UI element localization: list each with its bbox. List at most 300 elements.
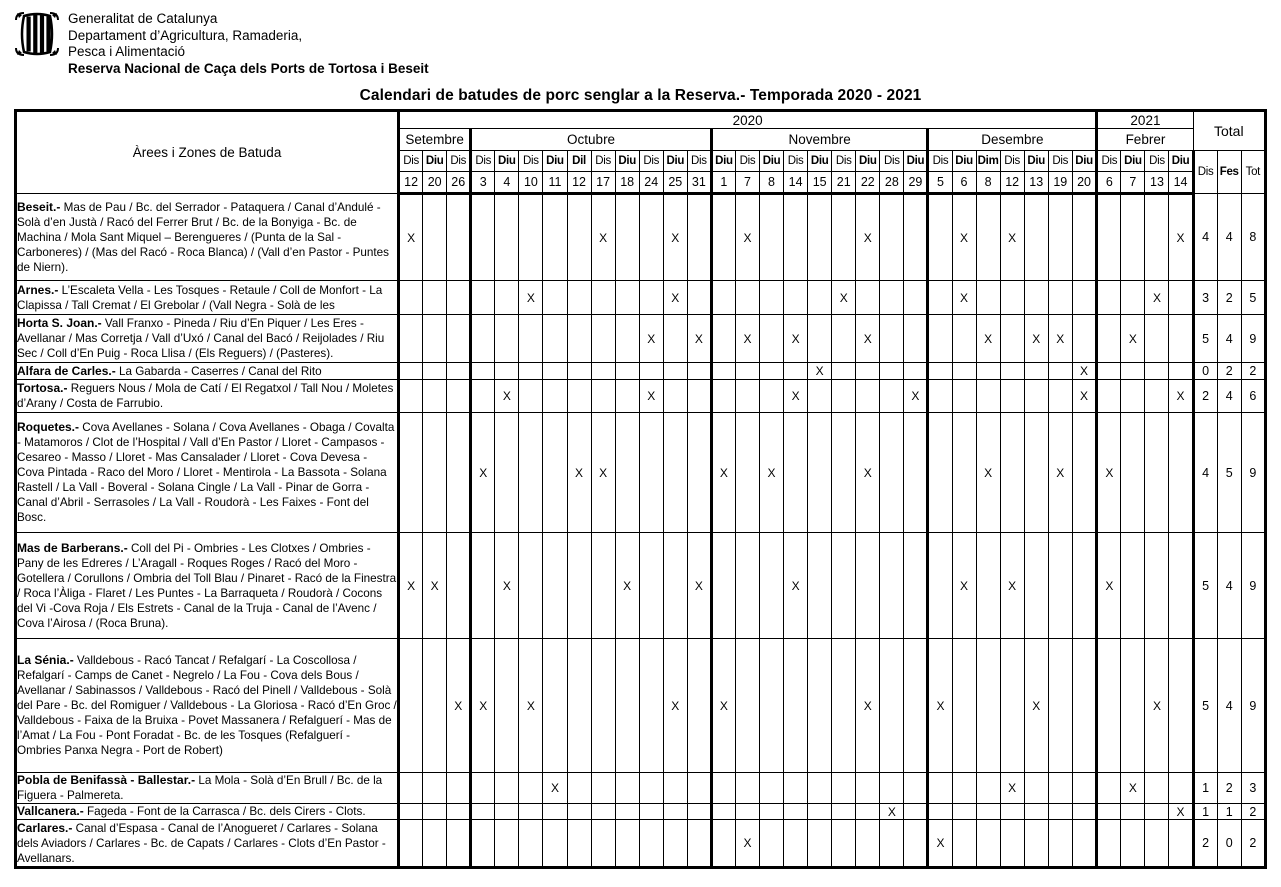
empty-day-cell <box>832 639 856 773</box>
calendar-table-body <box>16 194 1266 868</box>
empty-day-cell <box>1000 281 1024 315</box>
area-row <box>16 639 1266 773</box>
org-line-2: Departament d’Agricultura, Ramaderia, <box>68 27 303 43</box>
empty-day-cell <box>687 804 711 820</box>
empty-day-cell <box>519 315 543 363</box>
empty-day-cell <box>447 194 471 281</box>
empty-day-cell <box>423 380 447 413</box>
batuda-mark-cell: X <box>1169 380 1193 413</box>
empty-day-cell <box>760 773 784 804</box>
weekday-header: Dis <box>639 151 663 172</box>
empty-day-cell <box>423 413 447 533</box>
batuda-mark-cell: X <box>1000 773 1024 804</box>
org-line-reserve: Reserva Nacional de Caça dels Ports de Tortosa i Beseit <box>68 60 429 76</box>
total-value-cell: 4 <box>1217 315 1241 363</box>
empty-day-cell <box>711 380 735 413</box>
total-value-cell: 2 <box>1241 804 1265 820</box>
empty-day-cell <box>615 281 639 315</box>
total-subheader-tot: Tot <box>1241 151 1265 194</box>
empty-day-cell <box>1145 194 1169 281</box>
area-row <box>16 363 1266 380</box>
area-zones-cell: Arnes.- L’Escaleta Vella - Les Tosques - Retaule / Coll de Monfort - La Clapissa / Tall Cremat / El Grebolar / (Vall Negra - Solà de les <box>16 281 399 315</box>
batuda-mark-cell: X <box>567 413 591 533</box>
empty-day-cell <box>808 281 832 315</box>
batuda-mark-cell: X <box>1048 413 1072 533</box>
empty-day-cell <box>399 363 423 380</box>
batuda-mark-cell: X <box>519 639 543 773</box>
empty-day-cell <box>519 804 543 820</box>
org-line-3: Pesca i Alimentació <box>68 44 186 59</box>
empty-day-cell <box>423 804 447 820</box>
empty-day-cell <box>1048 363 1072 380</box>
empty-day-cell <box>1097 820 1121 868</box>
calendar-table <box>14 109 1267 869</box>
empty-day-cell <box>615 639 639 773</box>
empty-day-cell <box>711 315 735 363</box>
batuda-mark-cell: X <box>1097 413 1121 533</box>
empty-day-cell <box>1169 281 1193 315</box>
weekday-header: Dil <box>567 151 591 172</box>
batuda-mark-cell: X <box>976 315 1000 363</box>
date-header: 18 <box>615 172 639 194</box>
batuda-mark-cell: X <box>711 639 735 773</box>
total-value-cell: 3 <box>1241 773 1265 804</box>
total-value-cell: 2 <box>1241 820 1265 868</box>
date-header: 10 <box>519 172 543 194</box>
batuda-mark-cell: X <box>735 820 759 868</box>
date-header: 8 <box>760 172 784 194</box>
empty-day-cell <box>735 380 759 413</box>
empty-day-cell <box>519 533 543 639</box>
empty-day-cell <box>1072 639 1096 773</box>
empty-day-cell <box>760 194 784 281</box>
area-zones-cell: Roquetes.- Cova Avellanes - Solana / Cova Avellanes - Obaga / Covalta - Matamoros / Clot de l’Hospital / Vall d’En Pastor / Lloret - Campasos - Cesareo - Masso / Lloret - Mas Cansalader / Lloret - Cova Devesa - Cova Pintada - Raco del Moro / Lloret - Mentirola - La Bassota - Solana Rastell / La Vall - Boveral - Solana Cingle / La Vall - Pinar de Gorra - Canal d’Abril - Serrasoles / La Vall - Roudorà - Les Faixes - Font del Bosc. <box>16 413 399 533</box>
area-row <box>16 820 1266 868</box>
area-zones-cell: Pobla de Benifassà - Ballestar.- La Mola - Solà d’En Brull / Bc. de la Figuera - Palmereta. <box>16 773 399 804</box>
empty-day-cell <box>1121 639 1145 773</box>
total-value-cell: 5 <box>1193 315 1217 363</box>
weekday-header: Dis <box>1000 151 1024 172</box>
empty-day-cell <box>1072 533 1096 639</box>
empty-day-cell <box>447 804 471 820</box>
empty-day-cell <box>856 281 880 315</box>
empty-day-cell <box>880 413 904 533</box>
batuda-mark-cell: X <box>663 194 687 281</box>
empty-day-cell <box>1169 533 1193 639</box>
empty-day-cell <box>687 639 711 773</box>
empty-day-cell <box>976 639 1000 773</box>
date-header: 17 <box>591 172 615 194</box>
empty-day-cell <box>711 773 735 804</box>
area-row <box>16 533 1266 639</box>
empty-day-cell <box>808 639 832 773</box>
batuda-mark-cell: X <box>1072 363 1096 380</box>
empty-day-cell <box>784 413 808 533</box>
batuda-mark-cell: X <box>591 413 615 533</box>
empty-day-cell <box>471 804 495 820</box>
empty-day-cell <box>567 804 591 820</box>
empty-day-cell <box>976 194 1000 281</box>
empty-day-cell <box>976 281 1000 315</box>
empty-day-cell <box>1169 315 1193 363</box>
batuda-mark-cell: X <box>856 315 880 363</box>
batuda-mark-cell: X <box>735 194 759 281</box>
empty-day-cell <box>1048 194 1072 281</box>
empty-day-cell <box>591 363 615 380</box>
empty-day-cell <box>663 820 687 868</box>
empty-day-cell <box>784 639 808 773</box>
empty-day-cell <box>1048 773 1072 804</box>
empty-day-cell <box>495 773 519 804</box>
empty-day-cell <box>1000 363 1024 380</box>
empty-day-cell <box>447 281 471 315</box>
weekday-header: Dis <box>1097 151 1121 172</box>
weekday-header: Dis <box>735 151 759 172</box>
empty-day-cell <box>832 533 856 639</box>
empty-day-cell <box>687 773 711 804</box>
empty-day-cell <box>543 804 567 820</box>
batuda-mark-cell: X <box>1000 533 1024 639</box>
empty-day-cell <box>976 820 1000 868</box>
empty-day-cell <box>615 773 639 804</box>
empty-day-cell <box>471 380 495 413</box>
weekday-header: Diu <box>952 151 976 172</box>
empty-day-cell <box>711 820 735 868</box>
empty-day-cell <box>1145 533 1169 639</box>
empty-day-cell <box>856 820 880 868</box>
empty-day-cell <box>639 363 663 380</box>
empty-day-cell <box>1145 804 1169 820</box>
empty-day-cell <box>519 194 543 281</box>
empty-day-cell <box>447 773 471 804</box>
empty-day-cell <box>543 820 567 868</box>
empty-day-cell <box>976 533 1000 639</box>
empty-day-cell <box>1145 413 1169 533</box>
empty-day-cell <box>1121 281 1145 315</box>
area-zones-cell: Vallcanera.- Fageda - Font de la Carrasca / Bc. dels Cirers - Clots. <box>16 804 399 820</box>
empty-day-cell <box>880 380 904 413</box>
empty-day-cell <box>519 773 543 804</box>
weekday-header: Diu <box>808 151 832 172</box>
date-header: 1 <box>711 172 735 194</box>
empty-day-cell <box>495 363 519 380</box>
empty-day-cell <box>495 315 519 363</box>
empty-day-cell <box>519 363 543 380</box>
batuda-mark-cell: X <box>639 315 663 363</box>
empty-day-cell <box>1169 363 1193 380</box>
total-value-cell: 2 <box>1217 363 1241 380</box>
empty-day-cell <box>808 315 832 363</box>
batuda-mark-cell: X <box>952 281 976 315</box>
empty-day-cell <box>639 413 663 533</box>
weekday-header: Diu <box>711 151 735 172</box>
batuda-mark-cell: X <box>1097 533 1121 639</box>
batuda-mark-cell: X <box>1024 639 1048 773</box>
empty-day-cell <box>399 804 423 820</box>
total-value-cell: 4 <box>1217 639 1241 773</box>
year-label-2020: 2020 <box>399 111 1097 129</box>
empty-day-cell <box>1097 804 1121 820</box>
empty-day-cell <box>447 380 471 413</box>
empty-day-cell <box>567 315 591 363</box>
batuda-mark-cell: X <box>1145 281 1169 315</box>
empty-day-cell <box>880 533 904 639</box>
empty-day-cell <box>1097 315 1121 363</box>
empty-day-cell <box>808 194 832 281</box>
batuda-mark-cell: X <box>952 533 976 639</box>
empty-day-cell <box>1048 820 1072 868</box>
empty-day-cell <box>952 804 976 820</box>
empty-day-cell <box>904 804 928 820</box>
empty-day-cell <box>1048 533 1072 639</box>
empty-day-cell <box>1097 363 1121 380</box>
empty-day-cell <box>591 533 615 639</box>
date-header: 31 <box>687 172 711 194</box>
empty-day-cell <box>832 820 856 868</box>
empty-day-cell <box>615 315 639 363</box>
area-row <box>16 413 1266 533</box>
batuda-mark-cell: X <box>447 639 471 773</box>
month-label: Febrer <box>1097 129 1193 151</box>
date-header: 6 <box>1097 172 1121 194</box>
empty-day-cell <box>663 413 687 533</box>
weekday-header: Dis <box>399 151 423 172</box>
empty-day-cell <box>471 281 495 315</box>
date-header: 26 <box>447 172 471 194</box>
empty-day-cell <box>880 773 904 804</box>
area-zones-cell: Alfara de Carles.- La Gabarda - Caserres / Canal del Rito <box>16 363 399 380</box>
empty-day-cell <box>495 413 519 533</box>
empty-day-cell <box>519 413 543 533</box>
empty-day-cell <box>543 281 567 315</box>
area-row <box>16 804 1266 820</box>
empty-day-cell <box>904 773 928 804</box>
empty-day-cell <box>1000 820 1024 868</box>
empty-day-cell <box>591 315 615 363</box>
empty-day-cell <box>687 363 711 380</box>
total-value-cell: 9 <box>1241 413 1265 533</box>
empty-day-cell <box>976 380 1000 413</box>
total-value-cell: 2 <box>1193 820 1217 868</box>
empty-day-cell <box>1121 380 1145 413</box>
empty-day-cell <box>1024 820 1048 868</box>
empty-day-cell <box>1072 315 1096 363</box>
batuda-mark-cell: X <box>495 533 519 639</box>
date-header: 3 <box>471 172 495 194</box>
weekday-header: Dis <box>591 151 615 172</box>
empty-day-cell <box>639 773 663 804</box>
empty-day-cell <box>615 194 639 281</box>
batuda-mark-cell: X <box>471 639 495 773</box>
empty-day-cell <box>495 281 519 315</box>
area-zones-cell: Carlares.- Canal d’Espasa - Canal de l’Anogueret / Carlares - Solana dels Aviadors / Carlares - Bc. de Capats / Carlares - Clots d’En Pastor - Avellanars. <box>16 820 399 868</box>
empty-day-cell <box>543 413 567 533</box>
area-row <box>16 281 1266 315</box>
empty-day-cell <box>711 533 735 639</box>
empty-day-cell <box>1024 380 1048 413</box>
empty-day-cell <box>447 820 471 868</box>
batuda-mark-cell: X <box>399 533 423 639</box>
empty-day-cell <box>1097 380 1121 413</box>
area-zones-cell: Mas de Barberans.- Coll del Pi - Ombries - Les Clotxes / Ombries - Pany de les Edreres / L’Aragall - Roques Roges / Racó del Moro - Gotellera / Corullons / Ombria del Toll Blau / Pinaret - Racó de la Finestra / Roca l’Àliga - Flaret / Les Puntes - La Barraqueta / Roudorà / Cocons del Vi -Cova Roja / Els Estrets - Canal de la Truja - Canal de l’Avenc / Cova l’Airosa / (Roca Bruna). <box>16 533 399 639</box>
weekday-header: Diu <box>615 151 639 172</box>
batuda-mark-cell: X <box>1048 315 1072 363</box>
empty-day-cell <box>1048 380 1072 413</box>
empty-day-cell <box>904 363 928 380</box>
empty-day-cell <box>615 363 639 380</box>
empty-day-cell <box>832 804 856 820</box>
date-header: 21 <box>832 172 856 194</box>
empty-day-cell <box>784 194 808 281</box>
weekday-header: Diu <box>423 151 447 172</box>
empty-day-cell <box>591 804 615 820</box>
empty-day-cell <box>952 315 976 363</box>
batuda-mark-cell: X <box>1000 194 1024 281</box>
empty-day-cell <box>784 363 808 380</box>
batuda-mark-cell: X <box>808 363 832 380</box>
empty-day-cell <box>1121 194 1145 281</box>
empty-day-cell <box>904 315 928 363</box>
month-label: Setembre <box>399 129 471 151</box>
empty-day-cell <box>1024 363 1048 380</box>
empty-day-cell <box>567 363 591 380</box>
empty-day-cell <box>735 533 759 639</box>
empty-day-cell <box>1024 773 1048 804</box>
batuda-mark-cell: X <box>711 413 735 533</box>
batuda-mark-cell: X <box>904 380 928 413</box>
empty-day-cell <box>663 380 687 413</box>
empty-day-cell <box>639 281 663 315</box>
weekday-header: Dis <box>687 151 711 172</box>
empty-day-cell <box>928 533 952 639</box>
empty-day-cell <box>760 533 784 639</box>
empty-day-cell <box>856 533 880 639</box>
empty-day-cell <box>639 533 663 639</box>
year-label-2021: 2021 <box>1097 111 1193 129</box>
empty-day-cell <box>1097 194 1121 281</box>
empty-day-cell <box>976 363 1000 380</box>
weekday-header: Dis <box>928 151 952 172</box>
weekday-header: Diu <box>1121 151 1145 172</box>
empty-day-cell <box>735 281 759 315</box>
empty-day-cell <box>399 413 423 533</box>
batuda-mark-cell: X <box>687 315 711 363</box>
empty-day-cell <box>832 315 856 363</box>
empty-day-cell <box>928 281 952 315</box>
total-value-cell: 6 <box>1241 380 1265 413</box>
batuda-mark-cell: X <box>856 194 880 281</box>
empty-day-cell <box>832 363 856 380</box>
empty-day-cell <box>1024 194 1048 281</box>
empty-day-cell <box>1072 820 1096 868</box>
date-header: 29 <box>904 172 928 194</box>
empty-day-cell <box>832 413 856 533</box>
empty-day-cell <box>591 281 615 315</box>
empty-day-cell <box>543 380 567 413</box>
empty-day-cell <box>735 804 759 820</box>
batuda-mark-cell: X <box>687 533 711 639</box>
weekday-header: Dis <box>784 151 808 172</box>
empty-day-cell <box>760 363 784 380</box>
area-row <box>16 773 1266 804</box>
month-label: Octubre <box>471 129 712 151</box>
date-header: 13 <box>1024 172 1048 194</box>
date-header: 12 <box>567 172 591 194</box>
empty-day-cell <box>567 639 591 773</box>
empty-day-cell <box>904 413 928 533</box>
empty-day-cell <box>928 773 952 804</box>
empty-day-cell <box>639 194 663 281</box>
date-header: 12 <box>399 172 423 194</box>
empty-day-cell <box>519 380 543 413</box>
empty-day-cell <box>1097 639 1121 773</box>
empty-day-cell <box>1072 413 1096 533</box>
weekday-header: Dis <box>519 151 543 172</box>
date-header: 7 <box>735 172 759 194</box>
date-header: 6 <box>952 172 976 194</box>
empty-day-cell <box>952 820 976 868</box>
empty-day-cell <box>567 820 591 868</box>
empty-day-cell <box>495 804 519 820</box>
empty-day-cell <box>1145 773 1169 804</box>
total-value-cell: 2 <box>1193 380 1217 413</box>
empty-day-cell <box>423 773 447 804</box>
date-header: 25 <box>663 172 687 194</box>
empty-day-cell <box>447 413 471 533</box>
empty-day-cell <box>423 363 447 380</box>
empty-day-cell <box>1072 281 1096 315</box>
empty-day-cell <box>760 639 784 773</box>
weekday-header: Diu <box>663 151 687 172</box>
empty-day-cell <box>423 639 447 773</box>
date-header: 24 <box>639 172 663 194</box>
empty-day-cell <box>1097 281 1121 315</box>
empty-day-cell <box>687 820 711 868</box>
weekday-header: Diu <box>760 151 784 172</box>
weekday-header: Diu <box>1024 151 1048 172</box>
empty-day-cell <box>711 363 735 380</box>
empty-day-cell <box>399 773 423 804</box>
date-header: 12 <box>1000 172 1024 194</box>
batuda-mark-cell: X <box>760 413 784 533</box>
batuda-mark-cell: X <box>1145 639 1169 773</box>
empty-day-cell <box>1024 413 1048 533</box>
empty-day-cell <box>808 413 832 533</box>
page-title: Calendari de batudes de porc senglar a la Reserva.- Temporada 2020 - 2021 <box>359 87 922 104</box>
empty-day-cell <box>1024 533 1048 639</box>
batuda-mark-cell: X <box>784 380 808 413</box>
batuda-mark-cell: X <box>615 533 639 639</box>
empty-day-cell <box>952 413 976 533</box>
empty-day-cell <box>904 194 928 281</box>
date-header: 13 <box>1145 172 1169 194</box>
weekday-header: Dis <box>1048 151 1072 172</box>
total-value-cell: 4 <box>1217 194 1241 281</box>
org-name-block <box>68 8 429 77</box>
total-subheader-dis: Dis <box>1193 151 1217 194</box>
empty-day-cell <box>399 380 423 413</box>
total-value-cell: 2 <box>1217 281 1241 315</box>
empty-day-cell <box>760 380 784 413</box>
empty-day-cell <box>880 639 904 773</box>
total-value-cell: 1 <box>1217 804 1241 820</box>
empty-day-cell <box>543 533 567 639</box>
empty-day-cell <box>471 533 495 639</box>
empty-day-cell <box>591 639 615 773</box>
batuda-mark-cell: X <box>663 639 687 773</box>
empty-day-cell <box>928 315 952 363</box>
weekday-header: Dim <box>976 151 1000 172</box>
